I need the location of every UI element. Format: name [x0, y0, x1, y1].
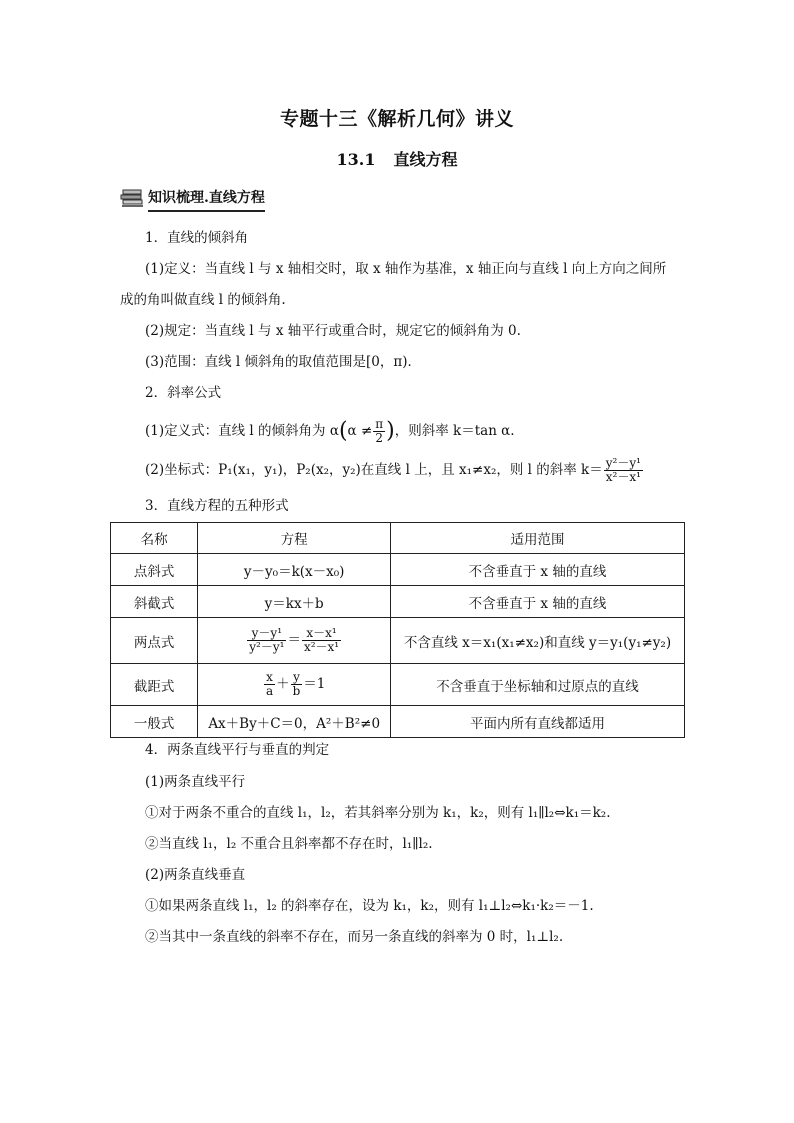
cell-name: 截距式: [111, 664, 198, 706]
table-row: [111, 706, 685, 738]
heading-inclination: 1．直线的倾斜角: [145, 230, 249, 246]
section-number: 13.1: [336, 150, 376, 169]
text-slope-definition: (1)定义式：直线 l 的倾斜角为 α(α ≠ $\frac{\pi}{2}$ )，则斜率 k＝tan α.: [145, 417, 515, 445]
table-row: [111, 664, 685, 706]
intercept-x-fraction: $\frac{x}{a}$: [265, 670, 274, 698]
table-row: [111, 618, 685, 664]
heading-slope: 2．斜率公式: [145, 385, 222, 401]
table-header-row: [111, 523, 685, 554]
slope-def-prefix: (1)定义式：直线 l 的倾斜角为 α: [145, 423, 339, 439]
text-parallel-rule1: ①对于两条不重合的直线 l₁，l₂，若其斜率分别为 k₁，k₂，则有 l₁∥l₂⇔k₁＝k₂.: [145, 805, 611, 821]
header-name: 名称: [111, 523, 198, 554]
heading-parallel-perpendicular: 4．两条直线平行与垂直的判定: [145, 742, 330, 758]
cell-equation: $\frac{\text{y－y¹}}{\text{y²－y¹}}$ ＝ $\frac{\text{x－x¹}}{\text{x²－x¹}}$: [198, 618, 391, 664]
text-definition-line2: 成的角叫做直线 l 的倾斜角.: [120, 292, 286, 308]
slope-fraction: $\frac{\text{y²－y¹}}{\text{x²－x¹}}$: [605, 456, 641, 484]
cell-scope: 平面内所有直线都适用: [391, 706, 685, 738]
text-perpendicular-heading: (2)两条直线垂直: [145, 867, 246, 883]
header-scope: 适用范围: [391, 523, 685, 554]
text-parallel-rule2: ②当直线 l₁，l₂ 不重合且斜率都不存在时，l₁∥l₂.: [145, 836, 433, 852]
table-row: [111, 586, 685, 618]
text-definition-line1: (1)定义：当直线 l 与 x 轴相交时，取 x 轴作为基准，x 轴正向与直线 l 向上方向之间所: [145, 261, 667, 277]
cell-scope: 不含垂直于 x 轴的直线: [391, 554, 685, 586]
text-rule: (2)规定：当直线 l 与 x 轴平行或重合时，规定它的倾斜角为 0.: [145, 323, 521, 339]
pi-over-two-fraction: $\frac{\pi}{2}$: [375, 417, 384, 445]
two-point-right-fraction: $\frac{\text{x－x¹}}{\text{x²－x¹}}$: [303, 626, 340, 654]
cell-scope: 不含垂直于 x 轴的直线: [391, 586, 685, 618]
cell-equation: y－y₀＝k(x－x₀): [198, 554, 391, 586]
cell-scope: 不含垂直于坐标轴和过原点的直线: [391, 664, 685, 706]
slope-def-condition: α ≠: [347, 423, 373, 439]
section-label: 知识梳理.直线方程: [148, 187, 265, 212]
heading-five-forms: 3．直线方程的五种形式: [145, 498, 289, 514]
cell-name: 一般式: [111, 706, 198, 738]
header-equation: 方程: [198, 523, 391, 554]
slope-def-suffix: ，则斜率 k＝tan α.: [394, 423, 515, 439]
table-row: [111, 554, 685, 586]
section-title: [0, 147, 794, 170]
cell-equation: $\frac{x}{a}$ ＋ $\frac{y}{b}$ ＝1: [198, 664, 391, 706]
cell-equation: Ax＋By＋C＝0，A²＋B²≠0: [198, 706, 391, 738]
text-slope-coordinate: [145, 457, 644, 484]
document-title: 专题十三《解析几何》讲义: [279, 108, 514, 130]
cell-name: 点斜式: [111, 554, 198, 586]
section-name: 直线方程: [393, 150, 458, 169]
cell-name: 两点式: [111, 618, 198, 664]
cell-scope: 不含直线 x＝x₁(x₁≠x₂)和直线 y＝y₁(y₁≠y₂): [391, 618, 685, 664]
cell-name: 斜截式: [111, 586, 198, 618]
text-perpendicular-rule2: ②当其中一条直线的斜率不存在，而另一条直线的斜率为 0 时，l₁⊥l₂.: [145, 929, 564, 945]
text-range: (3)范围：直线 l 倾斜角的取值范围是[0，π)．: [145, 354, 422, 370]
two-point-left-fraction: $\frac{\text{y－y¹}}{\text{y²－y¹}}$: [249, 626, 285, 654]
books-icon: [120, 188, 144, 208]
intercept-y-fraction: $\frac{y}{b}$: [292, 670, 301, 698]
text-perpendicular-rule1: ①如果两条直线 l₁，l₂ 的斜率存在，设为 k₁，k₂，则有 l₁⊥l₂⇔k₁·k₂＝－1.: [145, 898, 594, 914]
line-equation-forms-table: [110, 522, 685, 738]
text-parallel-heading: (1)两条直线平行: [145, 774, 246, 790]
cell-equation: y＝kx＋b: [198, 586, 391, 618]
slope-coord-prefix: (2)坐标式：P₁(x₁，y₁)，P₂(x₂，y₂)在直线 l 上，且 x₁≠x₂，则 l 的斜率 k＝: [145, 462, 603, 478]
